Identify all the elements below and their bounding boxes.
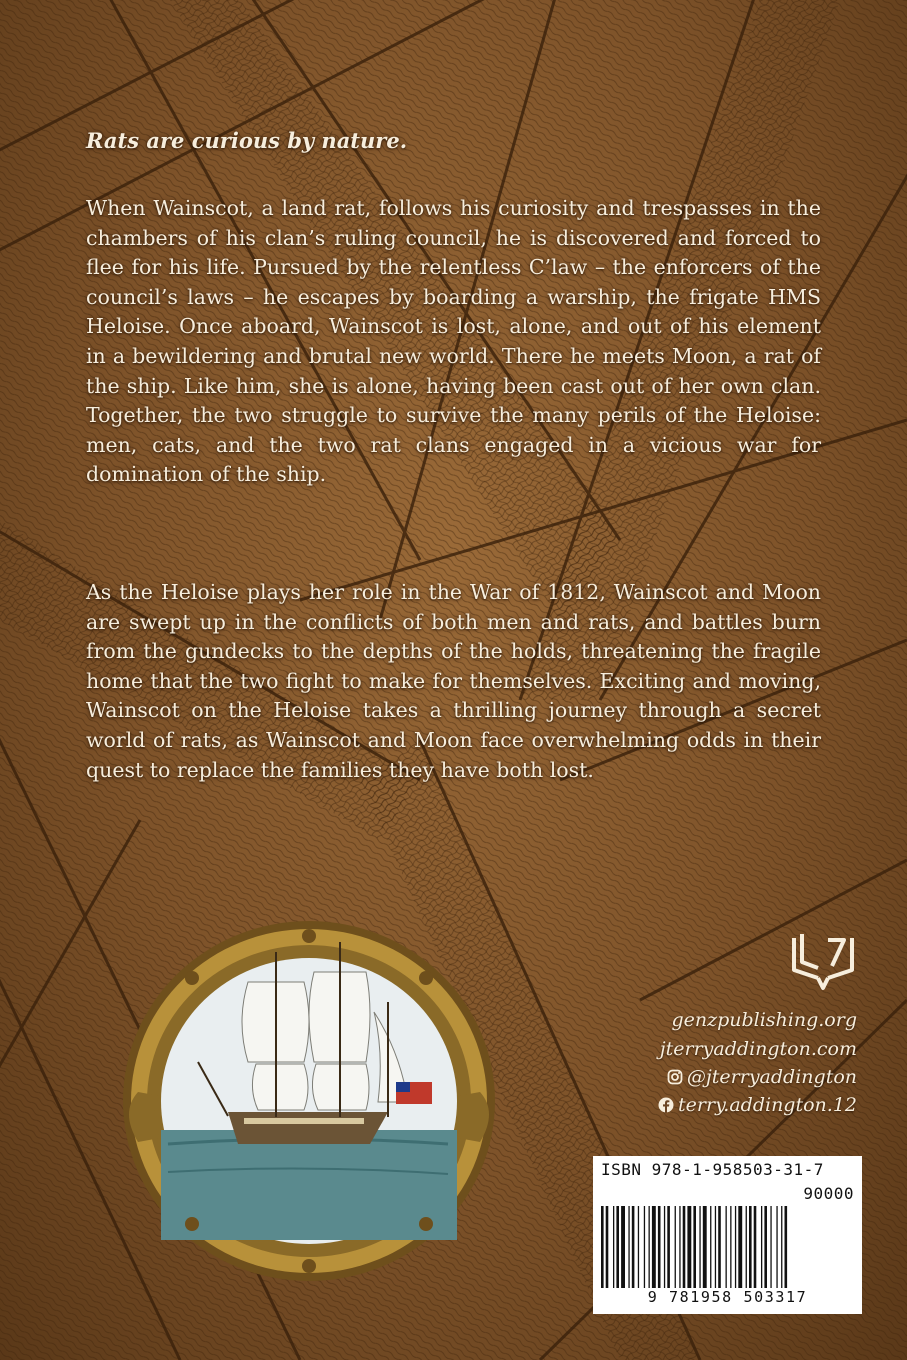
instagram-handle[interactable] [667, 1066, 857, 1088]
tagline: Rats are curious by nature. [86, 128, 407, 153]
author-website-link[interactable]: jterryaddington.com [659, 1038, 857, 1060]
isbn-barcode [593, 1156, 862, 1314]
instagram-icon [667, 1069, 683, 1085]
facebook-handle[interactable] [658, 1094, 857, 1116]
price-code: 90000 [803, 1184, 854, 1203]
instagram-handle-text: @jterryaddington [686, 1066, 857, 1088]
blurb-paragraph: When Wainscot, a land rat, follows his curiosity and trespasses in the chambers of his clan’s ruling council, he is discovered and forced to flee for his life. Pursued by the relentless C’law – the enforcers of the council’s laws – he escapes by boarding a warship, the frigate HMS Heloise. Once aboard, Wainscot is lost, alone, and out of his element in a bewildering and brutal new world. There he meets Moon, a rat of the ship. Like him, she is alone, having been cast out of her own clan. Together, the two struggle to survive the many perils of the Heloise: men, cats, and the two rat clans engaged in a vicious war for domination of the ship. [86, 196, 821, 487]
blurb-paragraph: As the Heloise plays her role in the War of 1812, Wainscot and Moon are swept up in the conflicts of both men and rats, and battles burn from the gundecks to the depths of the holds, threatening the fragile home that the two fight to make for themselves. Exciting and moving, Wainscot on the Heloise takes a thrilling journey through a secret world of rats, as Wainscot and Moon face overwhelming odds in their quest to replace the families they have both lost. [86, 580, 821, 782]
barcode-bars [599, 1206, 856, 1288]
facebook-handle-text: terry.addington.12 [678, 1094, 857, 1116]
barcode-digits: 9 781958 503317 [647, 1288, 808, 1306]
book-logo-icon [788, 930, 858, 992]
isbn-number: ISBN 978-1-958503-31-7 [601, 1160, 824, 1179]
publisher-website-link[interactable]: genzpublishing.org [671, 1009, 857, 1031]
porthole-ship-illustration [108, 912, 510, 1290]
facebook-icon [658, 1097, 674, 1113]
